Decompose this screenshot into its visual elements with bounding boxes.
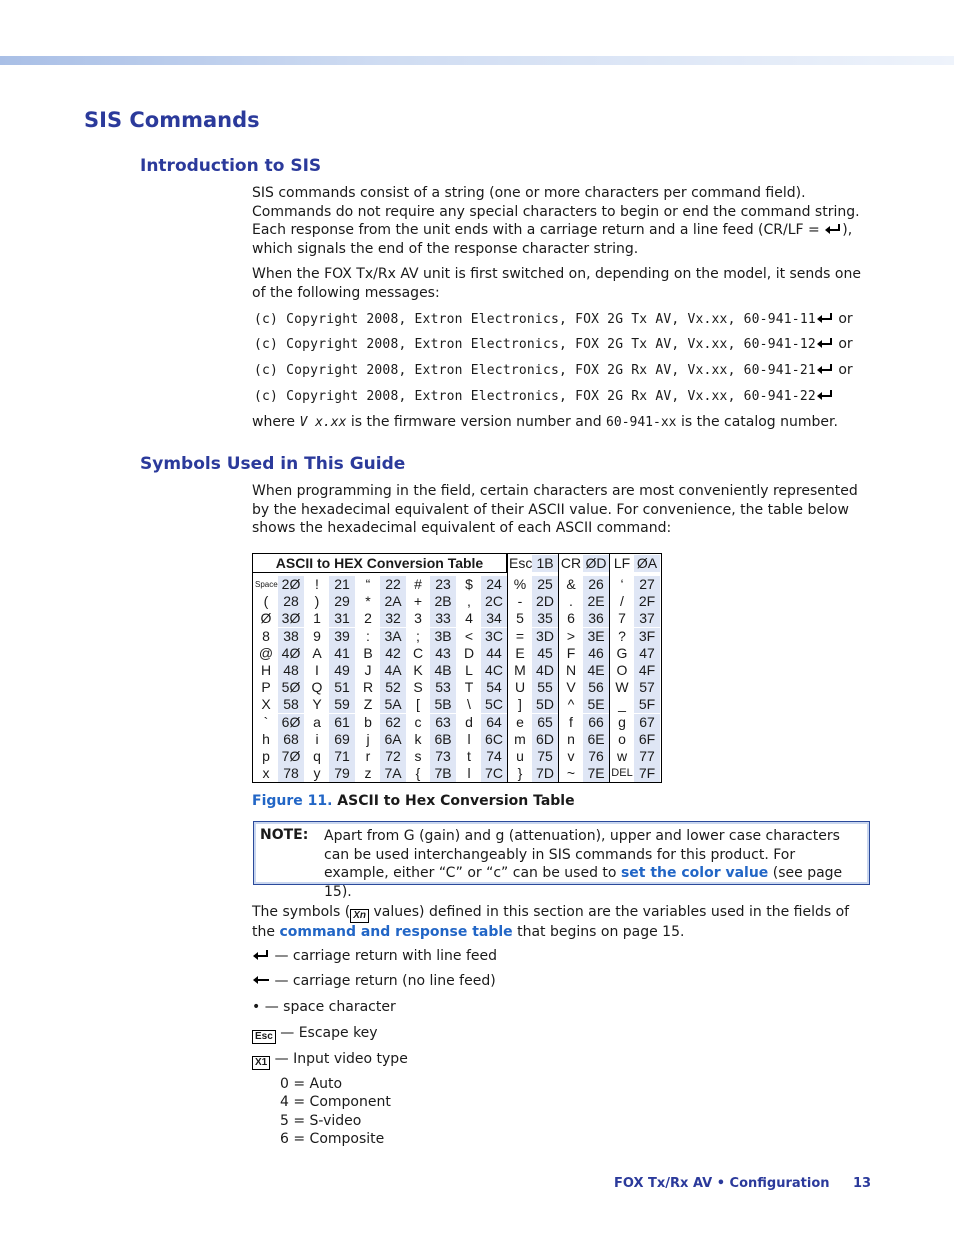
ascii-char: + — [413, 593, 423, 610]
startup-message: (c) Copyright 2008, Extron Electronics, FOX 2G Tx AV, Vx.xx, 60-941-12 or — [254, 336, 853, 352]
ascii-hex: 34 — [481, 610, 507, 627]
ascii-char: 2 — [364, 610, 372, 627]
note-box — [253, 821, 870, 901]
ascii-hex: 4D — [532, 662, 558, 679]
return-arrow-icon — [816, 389, 834, 401]
ascii-hex: 7Ø — [278, 748, 304, 765]
ascii-hex: 51 — [329, 679, 355, 696]
symbol-item-crlf: — carriage return with line feed — [252, 948, 497, 964]
ascii-hex: 7D — [532, 765, 558, 782]
ascii-hex: 28 — [278, 593, 304, 610]
intro-heading: Introduction to SIS — [140, 156, 322, 176]
startup-message: (c) Copyright 2008, Extron Electronics, FOX 2G Rx AV, Vx.xx, 60-941-22 — [254, 388, 834, 404]
set-color-value-link[interactable]: set the color value — [620, 865, 769, 882]
ascii-hex: 65 — [532, 714, 558, 731]
ascii-hex: 37 — [634, 610, 660, 627]
ascii-hex: 25 — [532, 576, 558, 593]
ascii-hex: 2A — [380, 593, 406, 610]
intro-paragraph-2: When the FOX Tx/Rx AV unit is first switched on, depending on the model, it sends one of the following messages: — [252, 266, 861, 301]
ascii-char: 8 — [262, 627, 270, 644]
ascii-hex: 7A — [380, 765, 406, 782]
ascii-char: G — [616, 644, 628, 661]
ascii-char: 9 — [313, 627, 321, 644]
ascii-char: : — [366, 627, 370, 644]
intro-paragraph-1: SIS commands consist of a string (one or more characters per command field). Commands do not require any special characters to begin or end the command string. Each response from the unit ends with a carriage return and a line feed (CR/LF = ), which signals the end of the response character string. — [252, 185, 860, 258]
ascii-hex: 74 — [481, 748, 507, 765]
ascii-hex: 2E — [583, 593, 609, 610]
ascii-char: ( — [263, 593, 269, 610]
ascii-char: / — [620, 593, 624, 610]
ascii-char: & — [566, 576, 576, 592]
ascii-hex: 57 — [634, 679, 660, 696]
ascii-hex: 62 — [380, 714, 406, 731]
ascii-char: S — [413, 679, 423, 696]
ascii-char: ‘ — [620, 576, 624, 592]
ascii-hex: 4B — [430, 662, 456, 679]
ascii-char: Ø — [260, 610, 272, 627]
ascii-hex: 3F — [634, 628, 660, 645]
ascii-hex: 59 — [329, 696, 355, 713]
ascii-hex: 5A — [380, 696, 406, 713]
ascii-char: b — [364, 713, 372, 730]
ascii-hex: 2B — [430, 593, 456, 610]
ascii-hex: 3A — [380, 628, 406, 645]
ascii-hex: 69 — [329, 731, 355, 748]
ascii-char: “ — [365, 576, 371, 592]
ascii-hex: 6Ø — [278, 714, 304, 731]
ascii-hex: 36 — [583, 610, 609, 627]
ascii-char: $ — [465, 576, 473, 592]
ascii-hex: 77 — [634, 748, 660, 765]
ascii-char: _ — [618, 696, 626, 713]
ascii-hex-table — [252, 553, 662, 783]
ascii-hex: 54 — [481, 679, 507, 696]
ascii-char: F — [566, 644, 576, 661]
ascii-hex: 47 — [634, 645, 660, 662]
ascii-char: ) — [314, 593, 320, 610]
ascii-char: { — [415, 765, 421, 782]
ascii-header-hex: ØD — [583, 555, 609, 572]
symbols-definition-paragraph: The symbols ( Xn values) defined in this section are the variables used in the fields of the command and response table that begins on page 15. — [252, 904, 850, 940]
ascii-hex: 55 — [532, 679, 558, 696]
ascii-hex: 53 — [430, 679, 456, 696]
ascii-hex: 75 — [532, 748, 558, 765]
ascii-char: c — [414, 713, 422, 730]
ascii-char: u — [516, 748, 524, 764]
ascii-hex: 3E — [583, 628, 609, 645]
esc-key-box: Esc — [252, 1030, 276, 1044]
footer-title: FOX Tx/Rx AV • Configuration — [614, 1176, 830, 1191]
startup-message: (c) Copyright 2008, Extron Electronics, FOX 2G Tx AV, Vx.xx, 60-941-11 or — [254, 311, 853, 327]
ascii-hex: 7C — [481, 765, 507, 782]
ascii-hex: 39 — [329, 628, 355, 645]
ascii-char: # — [414, 576, 422, 592]
ascii-char: - — [517, 593, 523, 610]
ascii-char: U — [514, 679, 526, 696]
ascii-char: T — [464, 679, 474, 696]
ascii-char: ; — [416, 627, 420, 644]
ascii-table-title: ASCII to HEX Conversion Table — [253, 554, 507, 573]
ascii-char: R — [362, 679, 374, 696]
ascii-char: B — [363, 644, 373, 661]
ascii-char: C — [412, 644, 424, 661]
ascii-hex: 21 — [329, 576, 355, 593]
ascii-hex: 2D — [532, 593, 558, 610]
page-number: 13 — [853, 1176, 872, 1191]
ascii-hex: 7B — [430, 765, 456, 782]
ascii-hex: 6B — [430, 731, 456, 748]
ascii-hex: 48 — [278, 662, 304, 679]
ascii-hex: 3D — [532, 628, 558, 645]
ascii-char: K — [413, 662, 423, 678]
ascii-hex: 78 — [278, 765, 304, 782]
option-component: 4 = Component — [280, 1094, 391, 1110]
ascii-hex: 6C — [481, 731, 507, 748]
ascii-hex: 52 — [380, 679, 406, 696]
return-arrow-icon — [816, 312, 834, 324]
ascii-hex: 3B — [430, 628, 456, 645]
ascii-char: Y — [312, 696, 322, 713]
ascii-char: 5 — [516, 610, 524, 627]
ascii-char: = — [515, 627, 525, 644]
ascii-char: H — [260, 662, 272, 678]
ascii-char: q — [313, 748, 321, 764]
ascii-hex: 5B — [430, 696, 456, 713]
ascii-char: J — [364, 662, 372, 678]
ascii-hex: 7E — [583, 765, 609, 782]
ascii-hex: 32 — [380, 610, 406, 627]
page-title: SIS Commands — [84, 108, 260, 132]
ascii-char: @ — [258, 644, 274, 661]
ascii-hex: 76 — [583, 748, 609, 765]
ascii-char: \ — [467, 696, 471, 713]
ascii-char: z — [364, 765, 372, 782]
ascii-char: 4 — [465, 610, 473, 627]
ascii-char: < — [464, 627, 474, 644]
ascii-hex: 4C — [481, 662, 507, 679]
ascii-char: ! — [315, 576, 319, 592]
ascii-hex: 6E — [583, 731, 609, 748]
top-banner — [0, 56, 954, 65]
ascii-hex: 58 — [278, 696, 304, 713]
ascii-char: DEL — [611, 767, 633, 780]
ascii-hex: 45 — [532, 645, 558, 662]
note-text: Apart from G (gain) and g (attenuation), upper and lower case characters can be used interchangeably in SIS commands for this product. For example, either “C” or “c” can be used to set the color value (see page 15). — [324, 828, 843, 901]
ascii-char: l — [467, 765, 471, 782]
ascii-char: 6 — [567, 610, 575, 627]
ascii-hex: 27 — [634, 576, 660, 593]
ascii-char: > — [566, 627, 576, 644]
left-arrow-icon — [252, 974, 270, 986]
ascii-hex: 7F — [634, 765, 660, 782]
symbol-item-escape: Esc — Escape key — [252, 1025, 378, 1044]
ascii-char: V — [566, 679, 576, 696]
symbol-item-space: • — space character — [252, 999, 396, 1015]
startup-message: (c) Copyright 2008, Extron Electronics, FOX 2G Rx AV, Vx.xx, 60-941-21 or — [254, 362, 853, 378]
ascii-char: . — [569, 593, 573, 610]
ascii-char: M — [514, 662, 526, 678]
ascii-char: j — [366, 730, 370, 747]
ascii-hex: 5C — [481, 696, 507, 713]
ascii-hex: 3C — [481, 628, 507, 645]
ascii-char: A — [312, 644, 322, 661]
ascii-hex: 4F — [634, 662, 660, 679]
ascii-hex: 46 — [583, 645, 609, 662]
ascii-char: Q — [311, 679, 323, 696]
ascii-hex: 31 — [329, 610, 355, 627]
ascii-hex: 22 — [380, 576, 406, 593]
ascii-header-hex: 1B — [532, 555, 558, 572]
ascii-char: ? — [618, 627, 626, 644]
ascii-char: * — [365, 593, 371, 610]
ascii-char: f — [569, 713, 573, 730]
ascii-hex: 41 — [329, 645, 355, 662]
ascii-char: r — [365, 748, 371, 764]
return-arrow-icon — [824, 223, 842, 235]
command-response-table-link[interactable]: command and response table — [279, 924, 513, 940]
table-divider — [507, 554, 508, 782]
ascii-hex: 5E — [583, 696, 609, 713]
xn-variable-box: Xn — [350, 909, 369, 923]
ascii-char: l — [467, 730, 471, 747]
ascii-hex: 4A — [380, 662, 406, 679]
ascii-char: Space — [255, 580, 278, 589]
ascii-hex: 2Ø — [278, 576, 304, 593]
ascii-char: x — [262, 765, 270, 782]
ascii-char: n — [567, 730, 575, 747]
return-arrow-icon — [816, 337, 834, 349]
ascii-header-char: LF — [613, 555, 631, 571]
ascii-char: P — [261, 679, 271, 696]
ascii-hex: 6A — [380, 731, 406, 748]
note-label: NOTE: — [260, 827, 309, 843]
option-svideo: 5 = S-video — [280, 1113, 362, 1129]
symbol-item-input-type: X1 — Input video type — [252, 1051, 408, 1070]
ascii-header-char: CR — [560, 555, 582, 571]
x1-variable-box: X1 — [252, 1056, 270, 1070]
ascii-hex: 79 — [329, 765, 355, 782]
ascii-hex: 67 — [634, 714, 660, 731]
ascii-char: D — [463, 644, 475, 661]
ascii-hex: 68 — [278, 731, 304, 748]
ascii-hex: 5F — [634, 696, 660, 713]
ascii-char: k — [414, 730, 422, 747]
ascii-hex: 3Ø — [278, 610, 304, 627]
ascii-char: % — [513, 576, 527, 592]
ascii-char: g — [618, 713, 626, 730]
ascii-char: Z — [363, 696, 373, 713]
return-arrow-icon — [816, 363, 834, 375]
ascii-hex: 6F — [634, 731, 660, 748]
ascii-hex: 42 — [380, 645, 406, 662]
ascii-char: h — [262, 730, 270, 747]
ascii-char: p — [262, 748, 270, 764]
ascii-hex: 56 — [583, 679, 609, 696]
ascii-char: v — [567, 748, 575, 764]
ascii-char: ` — [263, 713, 269, 730]
ascii-char: ~ — [566, 765, 576, 782]
ascii-hex: 26 — [583, 576, 609, 593]
ascii-char: a — [313, 713, 321, 730]
ascii-char: 7 — [618, 610, 626, 627]
ascii-hex: 2F — [634, 593, 660, 610]
ascii-hex: 24 — [481, 576, 507, 593]
ascii-hex: 73 — [430, 748, 456, 765]
ascii-char: y — [313, 765, 321, 782]
ascii-hex: 63 — [430, 714, 456, 731]
symbols-heading: Symbols Used in This Guide — [140, 454, 406, 474]
ascii-hex: 23 — [430, 576, 456, 593]
ascii-char: I — [315, 662, 319, 678]
ascii-char: [ — [416, 696, 420, 713]
ascii-char: E — [515, 644, 525, 661]
ascii-char: o — [618, 730, 626, 747]
ascii-header-char: Esc — [509, 555, 533, 571]
ascii-hex: 5Ø — [278, 679, 304, 696]
ascii-hex: 43 — [430, 645, 456, 662]
ascii-hex: 38 — [278, 628, 304, 645]
ascii-hex: 71 — [329, 748, 355, 765]
ascii-hex: 2C — [481, 593, 507, 610]
ascii-hex: 66 — [583, 714, 609, 731]
ascii-header-hex: ØA — [634, 555, 660, 572]
ascii-char: ^ — [567, 696, 575, 713]
ascii-hex: 4Ø — [278, 645, 304, 662]
ascii-hex: 44 — [481, 645, 507, 662]
version-explanation: where V x.xx is the firmware version number and 60-941-xx is the catalog number. — [252, 414, 838, 430]
ascii-char: } — [517, 765, 523, 782]
ascii-hex: 33 — [430, 610, 456, 627]
ascii-char: e — [516, 713, 524, 730]
figure-caption: Figure 11. ASCII to Hex Conversion Table — [252, 793, 575, 809]
ascii-char: L — [465, 662, 473, 678]
ascii-hex: 49 — [329, 662, 355, 679]
option-composite: 6 = Composite — [280, 1131, 385, 1147]
ascii-hex: 6D — [532, 731, 558, 748]
ascii-hex: 5D — [532, 696, 558, 713]
ascii-char: t — [467, 748, 471, 764]
symbols-paragraph: When programming in the field, certain characters are most conveniently represented by the hexadecimal equivalent of their ASCII value. For convenience, the table below shows the hexadecimal equivalent of each ASCII command: — [252, 483, 858, 537]
table-divider — [558, 554, 559, 782]
ascii-hex: 35 — [532, 610, 558, 627]
ascii-char: w — [616, 748, 628, 764]
ascii-char: O — [616, 662, 628, 678]
ascii-char: s — [414, 748, 422, 764]
ascii-hex: 64 — [481, 714, 507, 731]
ascii-hex: 4E — [583, 662, 609, 679]
table-divider — [609, 554, 610, 782]
ascii-char: X — [261, 696, 271, 713]
ascii-char: , — [467, 593, 471, 610]
ascii-char: d — [465, 713, 473, 730]
option-auto: 0 = Auto — [280, 1076, 343, 1092]
ascii-char: ] — [518, 696, 522, 713]
ascii-char: W — [615, 679, 629, 696]
ascii-char: i — [315, 730, 319, 747]
symbol-item-cr: — carriage return (no line feed) — [252, 973, 496, 989]
ascii-hex: 61 — [329, 714, 355, 731]
ascii-char: 3 — [414, 610, 422, 627]
ascii-hex: 72 — [380, 748, 406, 765]
return-arrow-icon — [252, 949, 270, 961]
ascii-char: m — [514, 730, 526, 747]
ascii-hex: 29 — [329, 593, 355, 610]
ascii-char: 1 — [313, 610, 321, 627]
ascii-char: N — [565, 662, 577, 678]
